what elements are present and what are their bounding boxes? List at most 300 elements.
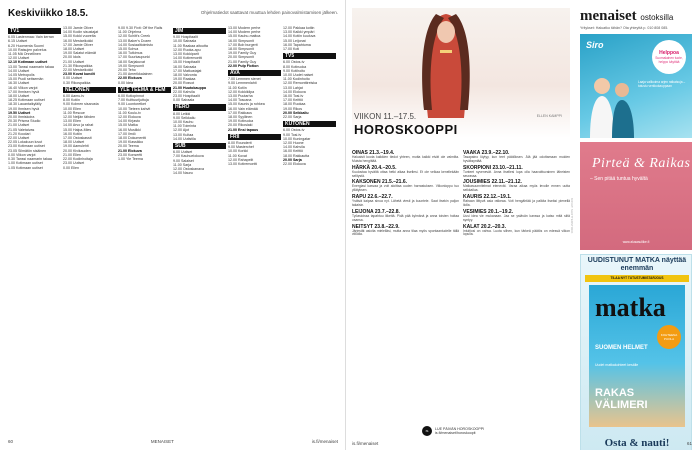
program-time: 17.00 [228,110,237,115]
program-time: 16.00 [63,38,72,43]
channel-header: AVA [228,70,281,76]
brand-sub: Yritykset: Haluatko tähän? Ota yhteyttä p. 010 808 085. [580,26,669,30]
horoscope-page [348,0,696,450]
program-title: Sarjakuvat [128,59,145,64]
program-title: Kotimaan uutiset [18,60,48,65]
program-title: Kauhu [183,120,194,125]
program-time: 10.00 [63,106,72,111]
photo-credit: KUVAT: SHUTTERSTOCK [570,198,574,234]
program-time: 17.00 [63,136,72,141]
pirtea-ad[interactable] [580,142,692,250]
program-time: 11.00 [283,77,292,82]
program-time: 9.00 [283,132,290,137]
program-time: 19.00 [228,51,237,56]
program-time: 11.00 [228,153,237,158]
program-title: Toscana [237,98,252,103]
horoscope-week: VIIKON 11.–17.5. [354,112,417,121]
program-time: 12.00 [173,128,182,133]
program-time: 14.00 [283,34,292,39]
sign-text: Tasapaino löytyy, kun teet päätöksen. Älä jää odottamaan muiden hyväksyntää. [463,154,570,163]
program-time: 14.00 [173,171,182,176]
program-title: Rahapelit [238,157,254,162]
program-time: 17.00 [173,68,182,73]
program-time: 6.15 [8,39,15,44]
program-time: 21.00 [63,59,72,64]
program-time: 10.00 [8,47,17,52]
program-title: Uutiset [73,161,85,166]
program-title: Ensi tapaus [238,127,259,132]
program-title: Leikki [181,111,191,116]
signs-column-right [463,150,570,240]
program-time: 0.30 [63,80,70,85]
program-title: Rakkautta [293,153,310,158]
program-time: 0.00 [118,80,125,85]
matka-logo: matka [595,293,666,322]
woman-illustration [414,10,478,122]
footer-site: is.fi/menaiset [311,439,338,444]
program-title: Bob burgerit [238,42,258,47]
program-title: Kotiruoka [238,119,254,124]
sign-text: Matkasuunnitelmat etenevät. Varaa aikaa myös levolle ennen uutta seikkailua. [463,184,570,193]
matka-badge: KOHTEENA PUOLA [657,325,681,349]
pirtea-url[interactable]: www.alusasuliike.fi [622,240,650,244]
program-title: Kovat [237,153,247,158]
program-title: Kotiopinnot [126,94,144,99]
program-title: Suurkaupunki [128,55,150,60]
program-title: Metropolis [18,73,35,78]
tv-column [283,26,336,436]
program-title: Tanssi naamarin takaa [17,64,54,69]
program-title: Seikkailu [181,115,196,120]
program-time: 16.00 [283,94,292,99]
program-time: 7.00 [228,77,235,82]
program-title: Uutiset [18,123,30,128]
program-item [283,47,336,51]
program-title: Simpsonit [238,47,254,52]
program-title: Simpsonit [128,63,144,68]
program-title: Luontoretket [126,102,146,107]
horoscope-section [352,8,574,438]
program-time: 8.00 [63,98,70,103]
signs-column-left [352,150,459,240]
sign-text: Ystävä kaipaa sinua nyt. Lähetä viesti ja kuuntele. Saat itsekin paljon takaisin. [352,199,459,207]
program-time: 13.00 [118,38,127,43]
program-time: 15.00 [283,38,292,43]
program-time: 15.00 [228,102,237,107]
program-time: 23.00 [63,161,72,166]
program-title: Halpa-Mies [73,127,92,132]
footer-site: is.fi/menaiset [352,441,379,446]
program-item [173,137,226,141]
program-time: 17.00 [283,98,292,103]
program-time: 20.00 [228,55,237,60]
program-title: Ihmisen hyvä [18,89,40,94]
program-time: 20.00 [118,68,127,73]
program-time: 10.00 [283,136,292,141]
program-title: Kotiin kuuluva [293,34,316,39]
program-time: 19.00 [118,63,127,68]
tv-column [63,26,116,436]
program-title: Lemmenlahti [236,81,257,86]
left-footer [8,439,338,444]
program-time: 15.00 [63,127,72,132]
footer-line-1: LUE PÄIVÄN HOROSKOOPPI [435,426,485,431]
program-title: Lokakuun luvut [18,140,43,145]
sign-name: KAURIS 22.12.–19.1. [463,194,512,201]
program-time: 16.00 [63,131,72,136]
program-title: Uutiset [18,81,30,86]
program-time: 18.00 [63,47,72,52]
program-title: Pakkaa kotiin [293,26,315,30]
program-title: Koti [293,47,300,52]
program-title: Konsertti [128,152,143,157]
program-title: Aamulehti [72,144,89,149]
program-time: 19.00 [228,119,237,124]
program-time: 10.00 [283,73,292,78]
program-title: Vain elämää [238,106,258,111]
program-title: Kotiremontti [238,162,258,167]
program-title: Lastenmaa: Vain kerran [16,35,54,40]
program-time: 12.00 [228,89,237,94]
siro-text: Laaja valikoima arjen ratkaisuja – tutustu verkkokauppaan [638,80,686,88]
program-time: 21.00 [118,72,127,77]
channel-header: HERO [173,104,226,110]
program-title: Toiminta [182,124,197,129]
program-title: Kauhu-maitoa [238,34,261,39]
sign-text: Haluaisit koota kaikkien tiedot yhteen, mutta kaikki eivät ole valmiita. Muista hengittää. [352,154,459,163]
program-title: Tanssi naamarin takaa [15,157,52,162]
program-title: Korkki [238,149,248,154]
brand-name: menaiset [580,8,637,24]
program-title: Ajot [182,128,190,133]
program-time: 20.00 [173,81,182,86]
program-time: 6.05 [8,35,15,40]
channel-header: TV5 [283,53,336,59]
page-title: Keskiviikko 18.5. [8,8,89,19]
program-time: 21.00 [173,85,182,90]
program-time: 21.20 [8,131,17,136]
program-time: 13.00 [228,162,237,167]
program-title: Kodinhoitaja [73,157,93,162]
program-time: 18.00 [228,115,237,120]
program-time: 20.00 [283,157,292,162]
program-title: Kolmen sisarusta [71,102,99,107]
program-time: 18.00 [228,47,237,52]
tv-column [228,26,281,436]
program-title: Amerikkalainen [127,72,153,77]
program-title: Elokuva [293,162,306,167]
program-time: 6.20 [8,43,15,48]
program-time: 15.00 [118,47,127,52]
program-time: 16.00 [228,38,237,43]
program-time: 15.00 [118,123,127,128]
program-title: Keittiö [293,149,303,154]
program-time: 8.00 [173,111,180,116]
program-title: Rosvot [183,81,195,86]
program-title: Kivikauden [73,148,91,153]
program-time: 19.00 [283,106,292,111]
program-title: Matka [128,123,138,128]
program-title: Kotiruoka [291,64,307,69]
program-title: Puutarha [238,94,253,99]
program-title: Valvonta [183,73,197,78]
channel-header: NELONEN [63,87,116,93]
program-time: 21.30 [63,63,72,68]
siro-ad[interactable] [580,34,692,138]
program-title: Raakaa aitoutta [182,43,208,48]
sign-text: Uusi idea vie mukanaan. Jaa se ystävän kanssa ja katso mitä siitä syntyy. [463,213,570,222]
matka-ad[interactable] [580,254,692,450]
program-time: 0.00 [63,76,70,81]
program-title: Huomenta Suomi [16,43,44,48]
program-time: 1.05 [8,165,15,170]
sign-name: RAPU 22.6.–22.7. [352,194,393,201]
channel-header: KUTONEN [283,121,336,127]
program-title: Rikoslaki [238,123,253,128]
program-time: 20.00 [8,115,17,120]
program-time: 9.00 [63,102,70,107]
program-time: 15.00 [173,60,182,65]
horoscope-footer [422,426,484,436]
program-time: 23.05 [8,148,17,153]
program-title: Arvo ja rahat [72,123,94,128]
pirtea-sub: – Sen pitää tuntua hyvältä [590,176,648,182]
program-title: Lahjat [293,85,303,90]
program-title: Masterchef [236,145,254,150]
program-time: 0.30 [8,157,15,162]
program-time: 20.00 [63,148,72,153]
program-time: 23.00 [118,152,127,157]
right-footer [352,441,692,446]
channel-header: JIM [173,28,226,34]
program-time: 16.00 [118,51,127,56]
program-title: Rescue [72,110,85,115]
siro-bubble [652,40,686,74]
sign-text: Kuulostaa hyvältä ottaa hetki aikaa itsellesi. Et ole velkaa kenellekään selitystä. [352,169,459,178]
program-title: Ruokaa [293,102,306,107]
program-title: Sosiaalitoimisto [128,42,153,47]
program-time: 14.00 [8,68,17,73]
program-time: 22.00 [63,68,72,73]
program-title: Ostoskassit [73,136,92,141]
program-title: Kulttuurijuttuja [126,98,149,103]
matka-cta[interactable]: Osta & nauti! [604,437,670,449]
program-time: 10.00 [118,106,127,111]
program-time: 10.00 [173,120,182,125]
program-title: Uutiset [73,140,85,145]
program-time: 22.00 [63,157,72,162]
tv-column [8,26,61,436]
program-title: Hospitaalit [183,94,200,99]
program-title: Raakaa [183,77,196,82]
program-title: Yle Teema [125,157,143,162]
program-title: Tosi-tv [290,132,302,137]
program-title: 9.30 Fixit: Off the Rails [126,26,163,30]
program-item [228,128,281,132]
program-title: Elokuva [128,148,142,153]
program-time: 9.00 [173,158,180,163]
program-title: Schitt's Creek [128,34,151,39]
program-time: 19.00 [173,77,182,82]
horoscope-title: HOROSKOOPPI [354,122,458,137]
program-title: Leijonat [293,38,306,43]
program-title: Syyllinen [238,115,253,120]
program-time: 22.00 [228,63,237,68]
program-item [8,166,61,170]
tv-columns [8,26,338,436]
brand-title [580,8,692,25]
program-title: Mestarikokki [73,68,93,73]
program-title: Ihmiskoira [18,115,35,120]
program-title: Kotimaan uutiset [16,161,43,166]
siro-logo: Siro [586,40,604,50]
program-title: Rikos [293,106,302,111]
program-time: 18.00 [283,102,292,107]
program-time: 11.00 [118,30,127,35]
program-title: Pulp Fiction [238,63,259,68]
program-item [118,157,171,161]
program-title: Ratsujen palvelus [18,47,47,52]
program-time: 23.00 [63,72,72,77]
program-time: 15.00 [228,34,237,39]
program-time: 18.00 [118,136,127,141]
program-title: Hospitaalit [183,60,200,65]
program-title: Rounderit [236,141,252,146]
program-time: 14.00 [173,136,182,141]
program-time: 9.00 [118,26,125,30]
program-title: Kaikki ympäri [293,30,315,35]
program-item [283,162,336,166]
program-time: 6.00 [173,150,180,155]
sign-name: SKORPIONI 23.10.–21.11. [463,164,523,171]
program-time: 12.00 [118,34,127,39]
program-time: 13.00 [283,85,292,90]
program-title: Family Guy [238,59,257,64]
sign-text: Tunteet syvenevät. Anna itsellesi lupa olla haavoittuvainen läheisten seurassa. [463,169,570,178]
program-time: 12.10 [8,60,17,65]
program-time: 20.00 [228,123,237,128]
program-time: 13.00 [173,52,182,57]
program-time: 6.00 [283,128,290,133]
sign-name: NEITSYT 23.8.–22.9. [352,223,400,230]
matka-destination-1: SUOMEN HELMET [595,345,648,351]
sign-name: VESIMIES 20.1.–19.2. [463,208,514,215]
program-time: 18.00 [173,73,182,78]
program-title: Kuningatar [293,136,311,141]
footer-brand: MENAISET [150,439,174,444]
program-time: 18.00 [63,140,72,145]
program-time: 21.00 [8,123,17,128]
program-title: Remonttireiska [293,81,317,86]
program-title: Kovat kundit [73,72,95,77]
program-time: 15.00 [8,77,17,82]
program-time: 12.00 [283,141,292,146]
program-time: 14.00 [228,30,237,35]
program-time: 14.00 [118,119,127,124]
program-time: 13.00 [283,30,292,35]
program-time: 13.00 [173,132,182,137]
sign-text: Työasioissa tapahtuu liikettä. Pidä pää kylmänä ja anna toisten hoitaa osansa. [352,213,459,222]
program-item [228,64,281,68]
program-title: Valetaivas [18,127,35,132]
program-title: Sarja [293,115,302,120]
tv-listings-page [0,0,346,450]
program-time: 22.00 [173,89,182,94]
program-time: 19.00 [118,140,127,145]
program-time: 13.00 [8,64,17,69]
program-title: Ellen [73,152,81,157]
program-time: 22.00 [118,76,127,81]
siro-bubble-text: Suomalainen tuote, helppo käyttää [655,56,683,64]
program-time: 17.00 [118,131,127,136]
program-title: Hospitaalit [181,35,198,40]
program-time: 15.00 [63,34,72,39]
program-time: 22.00 [8,136,17,141]
program-title: Kotiin [237,85,247,90]
program-title: Kotiin [71,98,80,103]
program-time: 21.00 [228,59,237,64]
tv-column [173,26,226,436]
program-title: Kodin sisustajat [73,30,99,35]
program-item [228,162,281,166]
program-time: 18.00 [8,94,17,99]
program-time: 7.00 [173,154,180,159]
program-title: Matkustajat [183,68,202,73]
program-time: 20.30 [8,119,17,124]
program-time: 18.30 [8,102,17,107]
program-time: 16.00 [283,42,292,47]
program-title: Salaiset [181,158,194,163]
matka-strip: TILAA NYT TUTUSTUMISTARJOUS [585,275,689,282]
program-time: 18.25 [8,98,17,103]
program-title: Viikon varjot [18,85,38,90]
program-title: Jamie Oliver [73,26,93,30]
sign-name: VAAKA 23.9.–22.10. [463,150,510,156]
program-title: Tieteen kahvit [127,106,151,111]
program-title: Sairaala [183,64,197,69]
program-title: Elokuva [128,76,142,81]
program-time: 11.00 [228,85,237,90]
matka-cover [589,285,685,427]
program-title: Kotihoito [291,68,305,73]
program-title: Teho [127,68,136,73]
program-title: Koulu-tv [127,110,141,115]
program-title: Elokuva [128,115,141,120]
channel-header: TV1 [8,28,61,34]
program-time: 23.00 [8,144,17,149]
program-time: 12.00 [118,115,127,120]
program-time: 10.00 [228,149,237,154]
program-title: Uutiset [16,39,28,44]
sign-name: JOUSIMIES 22.11.–21.12. [463,179,522,186]
program-title: Ostos-tv [291,60,305,65]
program-title: Kotiin [73,131,82,136]
program-title: Seikkailu [293,110,309,115]
program-time: 19.00 [63,51,72,56]
siro-bubble-title: Helppoa [659,50,679,56]
program-title: Baker's Dozen [128,38,152,43]
program-time: 22.00 [283,115,292,120]
program-time: 1.00 [118,157,125,162]
program-time: 17.00 [8,89,17,94]
program-title: Ohjelma [127,30,142,35]
program-time: 8.00 [228,141,235,146]
horoscope-footer-text [435,427,484,436]
program-title: Rakkaus [238,110,252,115]
program-title: Kotiremontti [183,56,203,61]
program-time: 0.00 [173,98,180,103]
sign-name: KAKSONEN 21.5.–21.6. [352,179,408,186]
